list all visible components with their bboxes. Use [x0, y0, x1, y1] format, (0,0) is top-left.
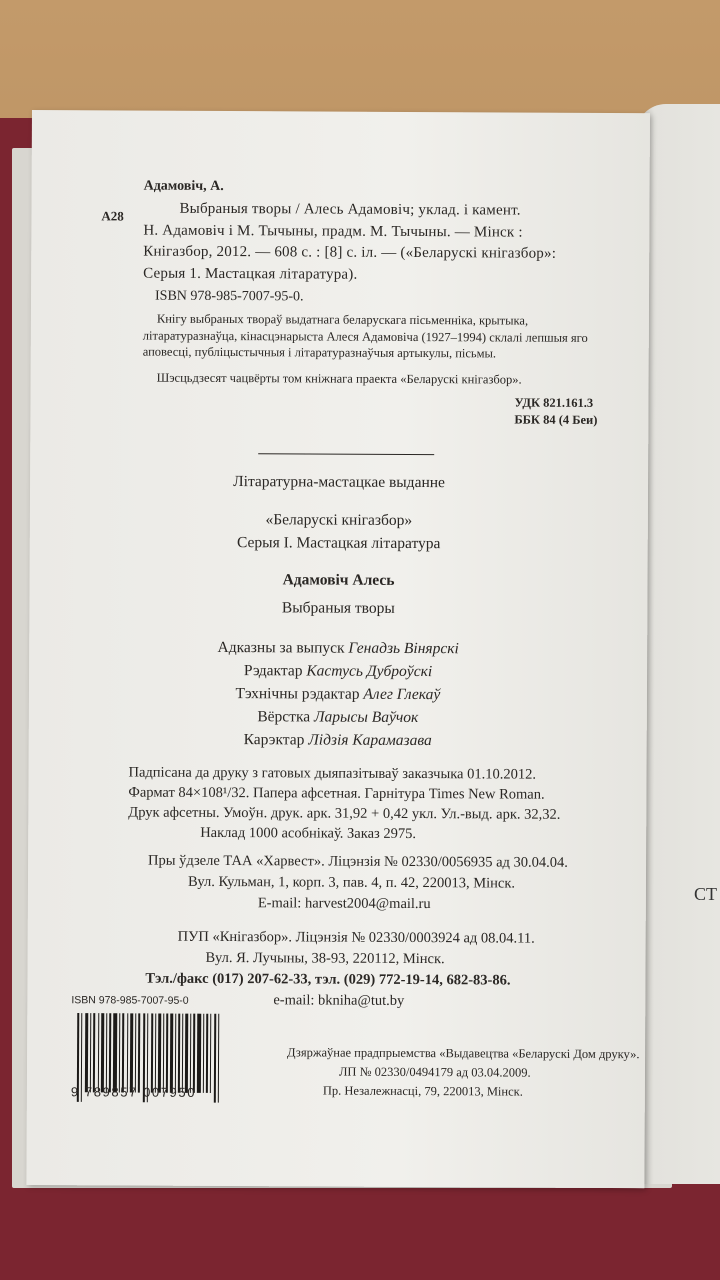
biblio-line: Н. Адамовiч i М. Тычыны, прадм. М. Тычыны. — Мiнск :: [143, 222, 523, 241]
publisher-line: Вул. Кульман, 1, корп. 3, пав. 4, п. 42, 220013, Мiнск.: [187, 873, 516, 892]
credit-role: Рэдактар: [243, 662, 303, 680]
printer-line: ЛП № 02330/0494179 ад 03.04.2009.: [338, 1064, 531, 1080]
edition-type: Лiтаратурна-мастацкае выданне: [233, 473, 445, 492]
publisher-harvest: [148, 851, 568, 916]
biblio-line: Кнiгазбор, 2012. — 608 с. : [8] с. iл. — («Беларускi кнiгазбор»:: [143, 243, 557, 262]
divider: [258, 453, 434, 455]
barcode-isbn: ISBN 978-985-7007-95-0: [71, 994, 189, 1007]
publisher-line: Вул. Я. Лучыны, 38-93, 220112, Мiнск.: [205, 949, 445, 968]
printer-line: Пр. Незалежнасцi, 79, 220013, Мiнск.: [322, 1083, 523, 1099]
credit-line: [29, 661, 647, 682]
annotation-volume: Шэсцьдзесят чацвёрты том кнiжнага праекта «Беларускi кнiгазбор».: [156, 370, 522, 387]
credit-role: Вёрстка: [257, 708, 311, 726]
catalog-code: А28: [101, 208, 124, 224]
book-title: Выбраныя творы: [281, 599, 395, 617]
imprint-line: Фармат 84×108¹/32. Папера афсетная. Гарнiтура Times New Roman.: [128, 784, 545, 803]
credit-role: Карэктар: [243, 731, 305, 749]
printer-info: [287, 1043, 640, 1102]
printer-line: Дзяржаўнае прадпрыемства «Выдавецтва «Беларускi Дом друку».: [287, 1045, 640, 1062]
publisher-line: E-mail: harvest2004@mail.ru: [257, 895, 431, 913]
right-page-text: СТ: [694, 884, 718, 904]
biblio-line: Серыя 1. Мастацкая лiтаратура).: [143, 265, 358, 283]
credit-line: [29, 707, 647, 728]
credit-name: Алег Глекаў: [363, 685, 441, 704]
bbk-code: ББК 84 (4 Беи): [514, 412, 598, 427]
imprint-line: Падпiсана да друку з гатовых дыяпазiтываў заказчыка 01.10.2012.: [128, 764, 537, 783]
imprint-line: Друк афсетны. Умоўн. друк. арк. 31,92 + 0,42 укл. Ул.-выд. арк. 32,32.: [128, 804, 561, 823]
udk-code: УДК 821.161.3: [514, 395, 594, 410]
credit-name: Генадзь Вiнярскi: [348, 639, 459, 658]
credit-line: [29, 730, 647, 751]
series-name: «Беларускi кнiгазбор»: [265, 511, 413, 529]
colophon-page: [26, 110, 650, 1188]
bibliographic-description: [143, 199, 556, 287]
series-subtitle: Серыя I. Мастацкая лiтаратура: [236, 534, 441, 553]
publisher-email: e-mail: bkniha@tut.by: [273, 992, 405, 1009]
credit-role: Адказны за выпуск: [217, 638, 345, 657]
publisher-knigazbor: [145, 927, 535, 1013]
book-author: Адамовiч Алесь: [282, 571, 395, 589]
credit-line: [29, 684, 647, 705]
print-data: [128, 763, 560, 845]
publisher-phone: Тэл./факс (017) 207-62-33, тэл. (029) 772-19-14, 682-83-86.: [145, 970, 511, 989]
publisher-line: ПУП «Кнiгазбор». Лiцэнзiя № 02330/0003924 ад 08.04.11.: [177, 928, 535, 947]
credit-role: Тэхнiчны рэдактар: [235, 685, 360, 703]
credit-line: [29, 638, 647, 659]
credit-name: Кастусь Дуброўскi: [306, 662, 433, 681]
annotation: Кнiгу выбраных твораў выдатнага беларускага пiсьменнiка, крытыка, лiтаратуразнаўца, кiнасцэнарыста Алеся Адамовiча (1927–1994) склалi лепшыя яго аповесцi, публiцыстычныя i лiтаратуразнаўчыя артыкулы, пiсьмы.: [142, 311, 588, 361]
publisher-line: Пры ўдзеле ТАА «Харвест». Лiцэнзiя № 02330/0056935 ад 30.04.04.: [148, 852, 568, 871]
catalog-isbn: ISBN 978-985-7007-95-0.: [154, 288, 304, 305]
catalog-author: Адамовiч, А.: [143, 178, 224, 195]
credit-name: Лiдзiя Карамазава: [308, 731, 432, 750]
biblio-line: Выбраныя творы / Алесь Адамовiч; уклад. i камент.: [179, 200, 521, 219]
barcode-digits: 9 789857 007950: [70, 1084, 197, 1100]
imprint-line: Наклад 1000 асобнiкаў. Заказ 2975.: [200, 824, 417, 843]
credit-name: Ларысы Ваўчок: [313, 708, 419, 727]
classification: [514, 395, 597, 429]
